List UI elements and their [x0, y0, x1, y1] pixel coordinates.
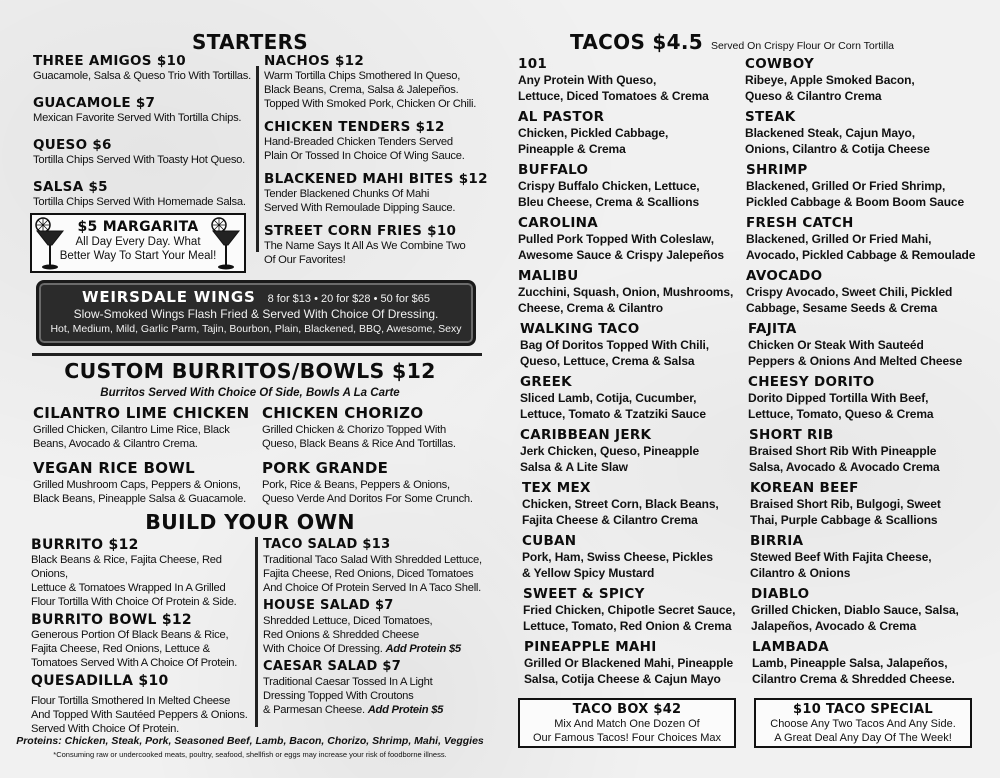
taco-desc: Dorito Dipped Tortilla With Beef,: [748, 391, 929, 405]
item-name: CHICKEN CHORIZO: [262, 404, 424, 422]
burritos-heading: CUSTOM BURRITOS/BOWLS $12: [64, 359, 436, 383]
margarita-line: Better Way To Start Your Meal!: [59, 250, 217, 262]
item-desc: Flour Tortilla With Choice Of Protein & Side.: [31, 596, 237, 608]
taco-desc: Queso & Cilantro Crema: [745, 89, 882, 103]
taco-desc: Sliced Lamb, Cotija, Cucumber,: [520, 391, 697, 405]
build-your-own-heading: BUILD YOUR OWN: [145, 510, 355, 534]
byo-right-column: [263, 537, 498, 725]
wings-header-row: [39, 288, 473, 306]
taco-cuban: [522, 533, 752, 581]
taco-desc: Jerk Chicken, Queso, Pineapple: [520, 444, 700, 458]
item-desc: Fajita Cheese, Red Onions, Diced Tomatoes: [263, 568, 474, 580]
item-desc: Tomatoes Served With A Choice Of Protein.: [31, 657, 238, 669]
item-desc: Grilled Mushroom Caps, Peppers & Onions,: [33, 479, 241, 491]
taco-carolina: [518, 215, 748, 263]
taco-desc: Crispy Buffalo Chicken, Lettuce,: [518, 179, 700, 193]
taco-fresh-catch: [746, 215, 976, 263]
add-protein-note: Add Protein $5: [367, 704, 444, 716]
item-desc: Traditional Taco Salad With Shredded Lettuce,: [263, 554, 482, 566]
menu-item-caesar-salad: [263, 659, 498, 717]
item-desc: Topped With Smoked Pork, Chicken Or Chili.: [264, 98, 477, 110]
taco-korean-beef: [750, 480, 980, 528]
menu-item-three-amigos: [33, 53, 255, 83]
menu-item-taco-salad: [263, 537, 498, 595]
burritos-left-column: [33, 404, 255, 514]
item-name: QUESO $6: [33, 137, 112, 153]
taco-name: COWBOY: [745, 56, 815, 72]
item-desc: Grilled Chicken & Chorizo Topped With: [262, 424, 446, 436]
item-desc: And Choice Of Protein Served In A Taco Shell.: [263, 582, 482, 594]
section-divider: [32, 353, 482, 356]
taco-desc: Cabbage, Sesame Seeds & Crema: [746, 301, 938, 315]
add-protein-note: Add Protein $5: [385, 643, 461, 655]
taco-desc: Thai, Purple Cabbage & Scallions: [750, 513, 938, 527]
taco-name: SHRIMP: [746, 162, 808, 178]
taco-desc: Braised Short Rib, Bulgogi, Sweet: [750, 497, 941, 511]
item-desc: Beans, Avocado & Cilantro Crema.: [33, 438, 198, 450]
taco-desc: Chicken, Street Corn, Black Beans,: [522, 497, 719, 511]
taco-lambada: [752, 639, 982, 687]
taco-desc: Lettuce, Tomato & Tzatziki Sauce: [520, 407, 706, 421]
item-desc: Queso Verde And Doritos For Some Crunch.: [262, 493, 473, 505]
taco-name: WALKING TACO: [520, 321, 640, 337]
item-desc-line: [263, 642, 498, 656]
food-safety-disclaimer: *Consuming raw or undercooked meats, poultry, seafood, shellfish or eggs may increase your risk of foodborne illness.: [53, 750, 447, 759]
taco-name: BUFFALO: [518, 162, 589, 178]
taco-desc: Lamb, Pineapple Salsa, Jalapeños,: [752, 656, 948, 670]
taco-desc: Awesome Sauce & Crispy Jalepeños: [518, 248, 725, 262]
taco-steak: [745, 109, 975, 157]
taco-desc: Fried Chicken, Chipotle Secret Sauce,: [523, 603, 736, 617]
taco-sweet-and-spicy: [523, 586, 753, 634]
item-name: THREE AMIGOS $10: [33, 53, 186, 69]
item-desc: Queso, Black Beans & Rice And Tortillas.: [262, 438, 456, 450]
taco-box-line: Mix And Match One Dozen Of: [554, 718, 700, 730]
taco-walking-taco: [520, 321, 750, 369]
item-desc: Plain Or Tossed In Choice Of Wing Sauce.: [264, 150, 465, 162]
taco-desc: Blackened, Grilled Or Fried Mahi,: [746, 232, 932, 246]
menu-item-house-salad: [263, 598, 498, 656]
item-desc: With Choice Of Dressing.: [263, 643, 383, 655]
taco-desc: Blackened Steak, Cajun Mayo,: [745, 126, 915, 140]
taco-desc: Any Protein With Queso,: [518, 73, 657, 87]
taco-name: AL PASTOR: [518, 109, 605, 125]
taco-desc: Salsa & A Lite Slaw: [520, 460, 628, 474]
proteins-list: Proteins: Chicken, Steak, Pork, Seasoned Beef, Lamb, Bacon, Chorizo, Shrimp, Mahi, Veggies: [16, 735, 484, 747]
taco-name: GREEK: [520, 374, 572, 390]
item-name: VEGAN RICE BOWL: [33, 459, 195, 477]
taco-desc: Jalapeños, Avocado & Crema: [751, 619, 917, 633]
item-desc-line: [263, 703, 498, 717]
starters-left-column: [33, 53, 255, 217]
taco-desc: Pineapple & Crema: [518, 142, 626, 156]
taco-desc: Blackened, Grilled Or Fried Shrimp,: [746, 179, 946, 193]
taco-desc: Lettuce, Tomato, Queso & Crema: [748, 407, 934, 421]
taco-desc: Peppers & Onions And Melted Cheese: [748, 354, 963, 368]
taco-al-pastor: [518, 109, 748, 157]
menu-item-burrito: [31, 537, 253, 609]
taco-shrimp: [746, 162, 976, 210]
taco-name: LAMBADA: [752, 639, 829, 655]
margarita-line: All Day Every Day. What: [75, 236, 201, 248]
taco-desc: Ribeye, Apple Smoked Bacon,: [745, 73, 915, 87]
taco-desc: Chicken Or Steak With Sauteéd: [748, 338, 924, 352]
taco-box-line: Our Famous Tacos! Four Choices Max: [532, 732, 722, 744]
taco-name: FRESH CATCH: [746, 215, 854, 231]
taco-name: TEX MEX: [522, 480, 591, 496]
wings-prices: 8 for $13 • 20 for $28 • 50 for $65: [267, 293, 431, 305]
starters-right-column: [264, 53, 494, 275]
taco-name: CAROLINA: [518, 215, 598, 231]
taco-diablo: [751, 586, 981, 634]
taco-desc: Cilantro & Onions: [750, 566, 851, 580]
item-desc: Black Beans, Pineapple Salsa & Guacamole.: [33, 493, 247, 505]
taco-buffalo: [518, 162, 748, 210]
item-name: HOUSE SALAD $7: [263, 598, 394, 613]
taco-cowboy: [745, 56, 975, 104]
item-name: GUACAMOLE $7: [33, 95, 156, 111]
menu-item-blackened-mahi-bites: [264, 171, 494, 215]
taco-desc: Fajita Cheese & Cilantro Crema: [522, 513, 698, 527]
margarita-special-box: [30, 213, 246, 273]
burritos-right-column: [262, 404, 494, 514]
taco-desc: Crispy Avocado, Sweet Chili, Pickled: [746, 285, 953, 299]
menu-item-chicken-tenders: [264, 119, 494, 163]
menu-item-pork-grande: [262, 459, 494, 506]
menu-item-nachos: [264, 53, 494, 111]
wings-title: WEIRSDALE WINGS: [81, 288, 256, 306]
menu-item-burrito-bowl: [31, 612, 253, 670]
item-desc: Guacamole, Salsa & Queso Trio With Tortillas.: [33, 70, 251, 82]
item-desc: Fajita Cheese, Red Onions, Lettuce &: [31, 643, 210, 655]
taco-desc: Queso, Lettuce, Crema & Salsa: [520, 354, 695, 368]
menu-item-street-corn-fries: [264, 223, 494, 267]
taco-name: SHORT RIB: [749, 427, 834, 443]
taco-desc: Avocado, Pickled Cabbage & Remoulade: [746, 248, 976, 262]
menu-item-cilantro-lime-chicken: [33, 404, 255, 451]
wings-description: Slow-Smoked Wings Flash Fried & Served With Choice Of Dressing.: [73, 307, 439, 321]
menu-item-chicken-chorizo: [262, 404, 494, 451]
taco-cheesy-dorito: [748, 374, 978, 422]
item-desc: Mexican Favorite Served With Tortilla Chips.: [33, 112, 242, 124]
item-name: QUESADILLA $10: [31, 673, 169, 689]
taco-caribbean-jerk: [520, 427, 750, 475]
taco-special-line: Choose Any Two Tacos And Any Side.: [770, 718, 956, 730]
taco-birria: [750, 533, 980, 581]
menu-item-vegan-rice-bowl: [33, 459, 255, 506]
wings-banner: [36, 280, 476, 346]
item-desc: Of Our Favorites!: [264, 254, 346, 266]
taco-desc: Cilantro Crema & Shredded Cheese.: [752, 672, 955, 686]
margarita-title: $5 MARGARITA: [77, 219, 199, 235]
tacos-header: [570, 30, 894, 54]
taco-desc: Zucchini, Squash, Onion, Mushrooms,: [518, 285, 734, 299]
item-desc: Pork, Rice & Beans, Peppers & Onions,: [262, 479, 450, 491]
column-divider: [256, 66, 259, 252]
taco-short-rib: [749, 427, 979, 475]
taco-name: 101: [518, 56, 548, 72]
margarita-glass-icon: [211, 217, 241, 271]
taco-name: FAJITA: [748, 321, 797, 337]
taco-pineapple-mahi: [524, 639, 754, 687]
margarita-glass-icon: [35, 217, 65, 271]
taco-special-deal: [754, 698, 972, 748]
byo-left-column: [31, 537, 253, 744]
item-desc: Flour Tortilla Smothered In Melted Cheese: [31, 695, 231, 707]
item-desc: Tender Blackened Chunks Of Mahi: [264, 188, 430, 200]
taco-desc: Pickled Cabbage & Boom Boom Sauce: [746, 195, 965, 209]
item-desc: And Topped With Sautéed Peppers & Onions.: [31, 709, 248, 721]
item-name: BURRITO $12: [31, 537, 139, 553]
item-name: BURRITO BOWL $12: [31, 612, 192, 628]
taco-desc: Grilled Or Blackened Mahi, Pineapple: [524, 656, 734, 670]
menu-item-salsa: [33, 179, 255, 209]
taco-desc: Bag Of Doritos Topped With Chili,: [520, 338, 710, 352]
item-name: CILANTRO LIME CHICKEN: [33, 404, 250, 422]
taco-desc: Pulled Pork Topped With Coleslaw,: [518, 232, 714, 246]
taco-desc: Lettuce, Diced Tomatoes & Crema: [518, 89, 709, 103]
taco-box-title: TACO BOX $42: [572, 702, 682, 717]
taco-desc: Lettuce, Tomato, Red Onion & Crema: [523, 619, 732, 633]
item-desc: Black Beans, Crema, Salsa & Jalepeños.: [264, 84, 459, 96]
item-desc: Traditional Caesar Tossed In A Light: [263, 676, 433, 688]
taco-avocado: [746, 268, 976, 316]
taco-desc: Onions, Cilantro & Cotija Cheese: [745, 142, 930, 156]
item-desc: Hand-Breaded Chicken Tenders Served: [264, 136, 453, 148]
item-name: TACO SALAD $13: [263, 537, 391, 552]
taco-101: [518, 56, 748, 104]
item-desc: Red Onions & Shredded Cheese: [263, 629, 419, 641]
taco-desc: Cheese, Crema & Cilantro: [518, 301, 663, 315]
taco-desc: Bleu Cheese, Crema & Scallions: [518, 195, 700, 209]
taco-desc: Grilled Chicken, Diablo Sauce, Salsa,: [751, 603, 959, 617]
taco-special-line: A Great Deal Any Day Of The Week!: [774, 732, 952, 744]
item-name: STREET CORN FRIES $10: [264, 223, 457, 239]
tacos-heading: TACOS $4.5: [570, 30, 703, 54]
taco-name: CARIBBEAN JERK: [520, 427, 652, 443]
taco-greek: [520, 374, 750, 422]
taco-special-title: $10 TACO SPECIAL: [793, 702, 933, 717]
item-desc: Shredded Lettuce, Diced Tomatoes,: [263, 615, 433, 627]
item-name: PORK GRANDE: [262, 459, 389, 477]
item-name: CHICKEN TENDERS $12: [264, 119, 445, 135]
taco-desc: & Yellow Spicy Mustard: [522, 566, 655, 580]
taco-desc: Chicken, Pickled Cabbage,: [518, 126, 669, 140]
item-desc: Warm Tortilla Chips Smothered In Queso,: [264, 70, 461, 82]
taco-desc: Salsa, Avocado & Avocado Crema: [749, 460, 940, 474]
taco-name: PINEAPPLE MAHI: [524, 639, 657, 655]
taco-name: AVOCADO: [746, 268, 823, 284]
wings-flavors: Hot, Medium, Mild, Garlic Parm, Tajin, Bourbon, Plain, Blackened, BBQ, Awesome, Sexy: [50, 323, 462, 335]
burritos-subtitle: Burritos Served With Choice Of Side, Bowls A La Carte: [100, 387, 400, 399]
taco-fajita: [748, 321, 978, 369]
taco-name: DIABLO: [751, 586, 810, 602]
taco-name: SWEET & SPICY: [523, 586, 645, 602]
taco-malibu: [518, 268, 748, 316]
tacos-subtitle: Served On Crispy Flour Or Corn Tortilla: [710, 40, 894, 52]
item-desc: Dressing Topped With Croutons: [263, 690, 414, 702]
taco-tex-mex: [522, 480, 752, 528]
taco-desc: Stewed Beef With Fajita Cheese,: [750, 550, 932, 564]
item-name: BLACKENED MAHI BITES $12: [264, 171, 488, 187]
taco-name: BIRRIA: [750, 533, 804, 549]
menu-item-guacamole: [33, 95, 255, 125]
menu-item-queso: [33, 137, 255, 167]
item-desc: Grilled Chicken, Cilantro Lime Rice, Black: [33, 424, 230, 436]
taco-desc: Salsa, Cotija Cheese & Cajun Mayo: [524, 672, 721, 686]
taco-desc: Pork, Ham, Swiss Cheese, Pickles: [522, 550, 713, 564]
item-name: SALSA $5: [33, 179, 108, 195]
item-desc: Served With Remoulade Dipping Sauce.: [264, 202, 456, 214]
item-name: NACHOS $12: [264, 53, 365, 69]
menu-item-quesadilla: [31, 673, 253, 736]
item-name: CAESAR SALAD $7: [263, 659, 402, 674]
item-desc: Black Beans & Rice, Fajita Cheese, Red Onions,: [31, 554, 222, 580]
item-desc: The Name Says It All As We Combine Two: [264, 240, 466, 252]
item-desc: Served With Choice Of Protein.: [31, 723, 179, 735]
taco-name: CHEESY DORITO: [748, 374, 875, 390]
taco-box-deal: [518, 698, 736, 748]
item-desc: Generous Portion Of Black Beans & Rice,: [31, 629, 229, 641]
taco-name: STEAK: [745, 109, 796, 125]
column-divider: [255, 537, 258, 727]
item-desc: Tortilla Chips Served With Homemade Salsa.: [33, 196, 246, 208]
item-desc: Lettuce & Tomatoes Wrapped In A Grilled: [31, 582, 226, 594]
item-desc: Tortilla Chips Served With Toasty Hot Queso.: [33, 154, 246, 166]
item-desc: & Parmesan Cheese.: [263, 704, 365, 716]
taco-name: MALIBU: [518, 268, 579, 284]
taco-name: CUBAN: [522, 533, 577, 549]
starters-heading: STARTERS: [192, 30, 308, 54]
taco-name: KOREAN BEEF: [750, 480, 859, 496]
taco-desc: Braised Short Rib With Pineapple: [749, 444, 937, 458]
